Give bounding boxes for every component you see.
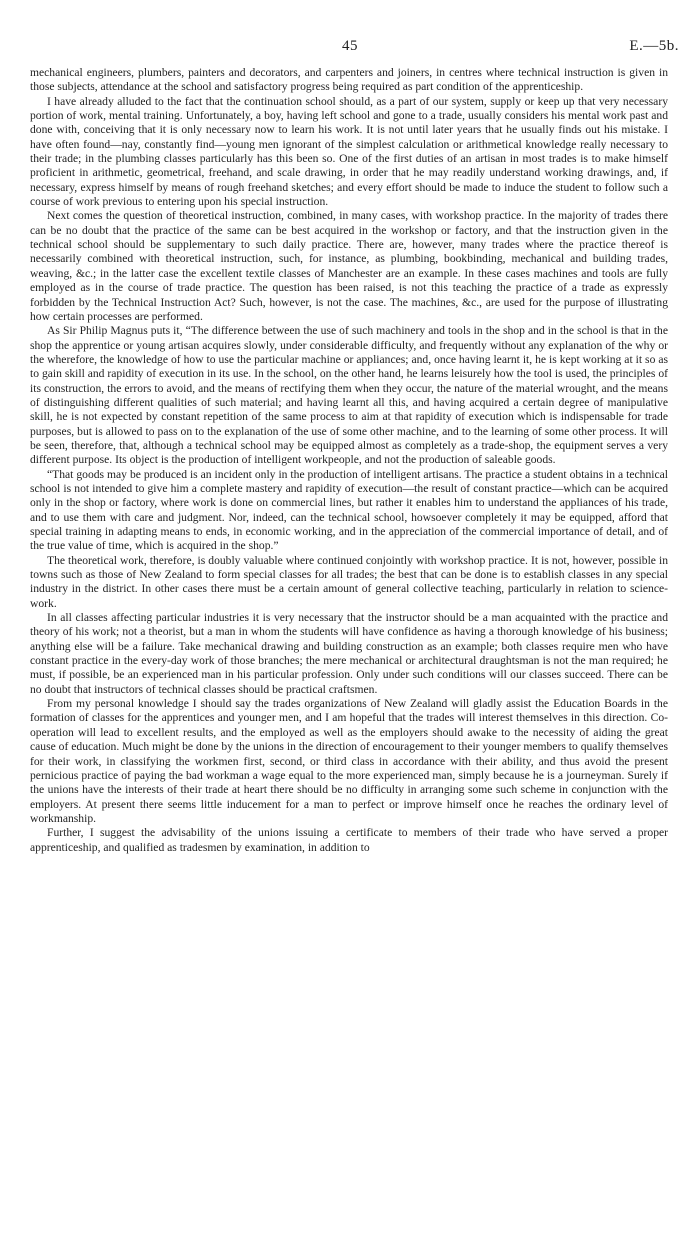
paragraph: Further, I suggest the advisability of the unions issuing a certificate to members of their trade who have served a proper apprenticeship, and qualified as tradesmen by examination, in addition to [30,826,668,854]
page-header [0,38,700,58]
body-text [30,66,668,855]
paragraph: As Sir Philip Magnus puts it, “The difference between the use of such machinery and tools in the shop and in the school is that in the shop the apprentice or young artisan acquires slowly, under considerable difficulty, and frequently without any explanation of the why or the wherefore, the knowledge of how to use the particular machine or appliances; and, once having learnt it, he is kept working at it so as to gain skill and rapidity of execution in its use. In the school, on the other hand, he learns leisurely how the tool is used, the principles of its construction, the errors to avoid, and the means of rectifying them when they occur, the nature of the material wrought, and the means of distinguishing different qualities of such material; and having learnt all this, and having acquired a certain degree of manipulative skill, he is not expected by constant repetition of the same process to aim at that rapidity of execution which is indispensable for trade purposes, but is allowed to pass on to the explanation of the use of some other machine, and to the learning of some other process. It will be seen, therefore, that, although a technical school may be equipped almost as completely as a trade-shop, the equipment serves a very different purpose. Its object is the production of intelligent workpeople, and not the production of saleable goods. [30,324,668,467]
paragraph: Next comes the question of theoretical instruction, combined, in many cases, with workshop practice. In the majority of trades there can be no doubt that the practice of the same can be best acquired in the workshop or factory, and that the instruction given in the technical school should be supplementary to such daily practice. There are, however, many trades where the practice thereof is necessarily combined with theoretical instruction, such, for instance, as plumbing, bookbinding, mechanical and building trades, weaving, &c.; in the latter case the excellent textile classes of Manchester are an example. In these cases machines and tools are fully employed as in the course of trade practice. The question has been raised, is not this teaching the practice of a trade as expressly forbidden by the Technical Instruction Act? Such, however, is not the case. The machines, &c., are used for the purpose of illustrating how certain processes are performed. [30,209,668,323]
page-number: 45 [342,38,358,54]
paragraph: From my personal knowledge I should say the trades organizations of New Zealand will gladly assist the Education Boards in the formation of classes for the apprentices and younger men, and I am hopeful that the trades will interest themselves in this direction. Co-operation will lead to excellent results, and the employed as well as the employers should awake to the necessity of aiding the great cause of education. Much might be done by the unions in the direction of encouragement to their younger members to qualify themselves for their work, in classifying the workmen first, second, or third class in accordance with their ability, and thus avoid the present pernicious practice of paying the bad workman a wage equal to the more experienced man, simply because he is a journeyman. Surely if the unions have the interests of their trade at heart there should be no difficulty in arranging some such scheme in conjunction with the employers. At present there seems little inducement for a man to perfect or improve himself once he reaches the ordinary level of workmanship. [30,697,668,825]
paragraph: In all classes affecting particular industries it is very necessary that the instructor should be a man acquainted with the practice and theory of his work; not a theorist, but a man in whom the students will have confidence as having a thorough knowledge of his business; anything else will be a failure. Take mechanical drawing and building construction as an example; both classes require men who have constant practice in the every-day work of those branches; the mere mechanical or architectural draughtsman is not the man required; he must, if possible, be an experienced man in his particular profession. Only under such conditions will our classes succeed. There can be no doubt that instructors of technical classes should be practical craftsmen. [30,611,668,696]
paragraph: The theoretical work, therefore, is doubly valuable where continued conjointly with workshop practice. It is not, however, possible in towns such as those of New Zealand to form special classes for all trades; the best that can be done is to establish classes in any special industry in the district. In other cases there must be a certain amount of general collective teaching, particularly in relation to science-work. [30,553,668,610]
page-reference: E.—5b. [629,38,679,54]
paragraph: mechanical engineers, plumbers, painters and decorators, and carpenters and joiners, in centres where technical instruction is given in those subjects, attendance at the school and satisfactory progress being required as part condition of the apprenticeship. [30,66,668,94]
paragraph: “That goods may be produced is an incident only in the production of intelligent artisans. The practice a student obtains in a technical school is not intended to give him a complete mastery and rapidity of execution—the result of constant practice—which can be acquired only in the shop or factory, where work is done on commercial lines, but rather it enables him to understand the appliances of his trade, and to use them with care and judgment. Nor, indeed, can the technical school, howsoever completely it may be equipped, afford that special training in adapting means to ends, in economic working, and in the appreciation of the commercial importance of detail, and of the true value of time, which is acquired in the shop.” [30,467,668,553]
paragraph: I have already alluded to the fact that the continuation school should, as a part of our system, supply or keep up that very necessary portion of work, mental training. Unfortunately, a boy, having left school and gone to a trade, usually considers his mental work past and done with, conceiving that it is only necessary now to learn his work. It is not until later years that he usually finds out his mistake. I have often found—nay, constantly find—young men ignorant of the simplest calculation or arithmetical knowledge really necessary to their trade; in the plumbing classes particularly has this been so. One of the first duties of an artisan in most trades is to make himself proficient in arithmetic, geometrical, freehand, and scale drawing, in order that he may readily understand working drawings, and, if necessary, express himself by means of rough freehand sketches; and every effort should be made to induce the student to follow such a course of work previous to entering upon his special instruction. [30,94,668,209]
